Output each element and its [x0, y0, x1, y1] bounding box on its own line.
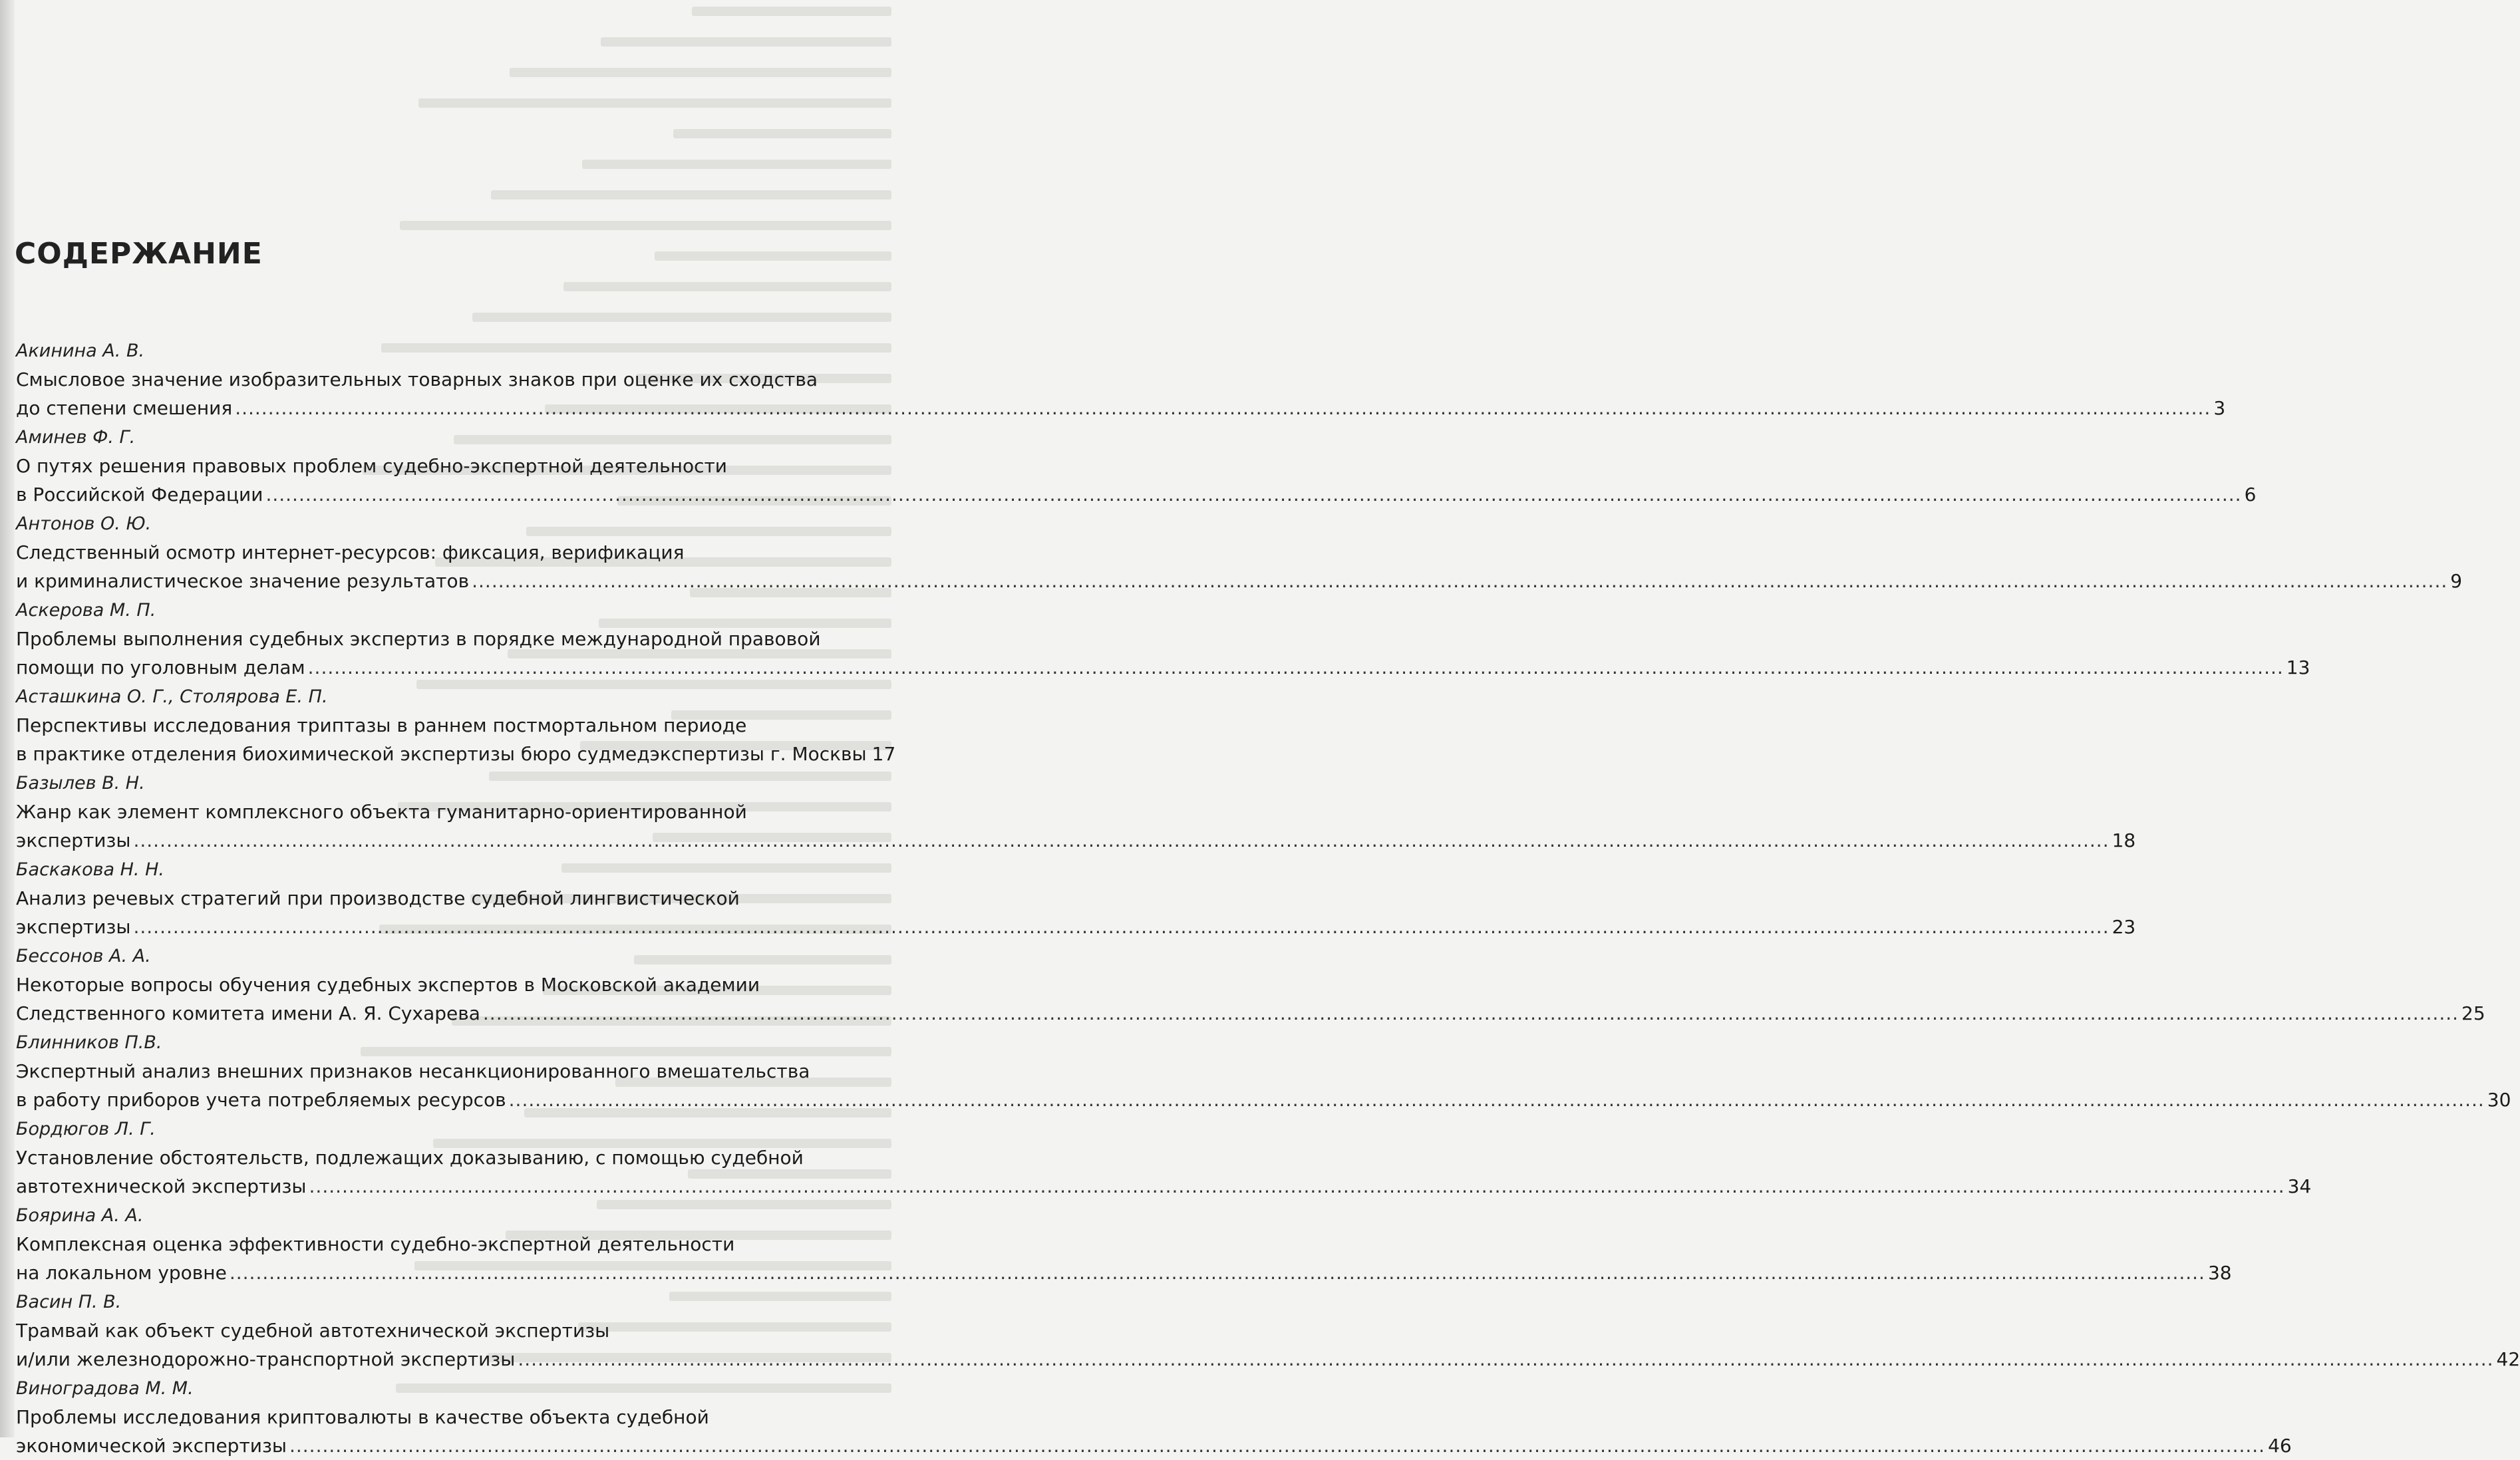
toc-entry-title-text: помощи по уголовным делам — [16, 653, 305, 682]
dot-leader: ............................................................................................................................................................................................................................................................................................................ — [309, 1172, 2285, 1201]
toc-entry-page-number: 25 — [2461, 999, 2485, 1028]
toc-entry-title-line: Жанр как элемент комплексного объекта гуманитарно-ориентированной — [16, 798, 895, 826]
toc-entry-title-text: на локальном уровне — [16, 1258, 227, 1287]
toc-entry-author: Блинников П.В. — [16, 1029, 895, 1057]
toc-entry-author: Виноградова М. М. — [16, 1375, 895, 1403]
toc-entry-page-number: 23 — [2112, 913, 2136, 941]
page-gutter-shadow — [0, 0, 15, 1437]
toc-entry-title-line — [16, 1086, 895, 1114]
toc-entry-author: Аминев Ф. Г. — [16, 424, 895, 452]
toc-entry-title-line — [16, 913, 895, 941]
bleed-through-line — [692, 7, 891, 16]
toc-entry-author: Базылев В. Н. — [16, 770, 895, 798]
toc-entry-page-number: 17 — [872, 740, 896, 768]
dot-leader: ............................................................................................................................................................................................................................................................................................................ — [308, 653, 2284, 682]
toc-entry — [16, 1115, 895, 1201]
dot-leader: ............................................................................................................................................................................................................................................................................................................ — [265, 480, 2241, 509]
toc-entry-page-number: 6 — [2245, 480, 2257, 509]
dot-leader: ............................................................................................................................................................................................................................................................................................................ — [483, 999, 2459, 1028]
toc-entry-page-number: 18 — [2112, 826, 2136, 855]
toc-entry-title-text: Следственного комитета имени А. Я. Сухарева — [16, 999, 480, 1028]
dot-leader: ............................................................................................................................................................................................................................................................................................................ — [289, 1431, 2265, 1460]
toc-entry-author: Антонов О. Ю. — [16, 510, 895, 538]
toc-entry — [16, 943, 895, 1028]
toc-entry-title-text: автотехнической экспертизы — [16, 1172, 307, 1201]
dot-leader: ............................................................................................................................................................................................................................................................................................................ — [230, 1258, 2205, 1287]
toc-entry — [16, 510, 895, 595]
toc-entry — [16, 1029, 895, 1114]
toc-entry-title-line — [16, 567, 895, 595]
table-of-contents — [16, 336, 895, 1460]
toc-entry-title-line — [16, 1345, 895, 1374]
toc-entry — [16, 1288, 895, 1374]
toc-entry-author: Васин П. В. — [16, 1288, 895, 1316]
toc-title: СОДЕРЖАНИЕ — [15, 237, 263, 271]
bleed-through-line — [472, 313, 891, 322]
toc-entry-title-line: Анализ речевых стратегий при производстве судебной лингвистической — [16, 884, 895, 913]
toc-entry — [16, 337, 895, 422]
toc-entry — [16, 424, 895, 509]
toc-entry-author: Баскакова Н. Н. — [16, 856, 895, 884]
bleed-through-line — [563, 282, 891, 291]
bleed-through-line — [582, 160, 891, 169]
toc-entry-title-text: до степени смешения — [16, 394, 232, 422]
toc-entry-title-line — [16, 1172, 895, 1201]
toc-entry — [16, 770, 895, 855]
toc-entry-title-text: и криминалистическое значение результатов — [16, 567, 469, 595]
toc-entry-title-text: экономической экспертизы — [16, 1431, 287, 1460]
dot-leader: ............................................................................................................................................................................................................................................................................................................ — [235, 394, 2211, 422]
toc-entry-title-line: Смысловое значение изобразительных товарных знаков при оценке их сходства — [16, 365, 895, 394]
toc-entry-title-text: в практике отделения биохимической экспертизы бюро судмедэкспертизы г. Москвы — [16, 740, 867, 768]
bleed-through-line — [491, 190, 891, 200]
toc-entry-title-text: экспертизы — [16, 826, 130, 855]
bleed-through-line — [655, 251, 891, 261]
toc-entry-title-line: Некоторые вопросы обучения судебных экспертов в Московской академии — [16, 970, 895, 999]
toc-entry-author: Асташкина О. Г., Столярова Е. П. — [16, 683, 895, 711]
bleed-through-line — [510, 68, 891, 77]
toc-entry-author: Акинина А. В. — [16, 337, 895, 365]
dot-leader: ............................................................................................................................................................................................................................................................................................................ — [133, 913, 2109, 941]
toc-entry-title-text: экспертизы — [16, 913, 130, 941]
toc-entry-title-line: Следственный осмотр интернет-ресурсов: фиксация, верификация — [16, 538, 895, 567]
toc-entry-title-text: и/или железнодорожно-транспортной экспертизы — [16, 1345, 515, 1374]
toc-entry — [16, 597, 895, 682]
toc-entry-author: Боярина А. А. — [16, 1202, 895, 1230]
toc-entry-title-line: Экспертный анализ внешних признаков несанкционированного вмешательства — [16, 1057, 895, 1086]
toc-entry-page-number: 9 — [2450, 567, 2462, 595]
toc-entry-author: Аскерова М. П. — [16, 597, 895, 625]
toc-entry-title-line: Трамвай как объект судебной автотехнической экспертизы — [16, 1316, 895, 1345]
toc-entry-title-line — [16, 999, 895, 1028]
toc-entry-page-number: 34 — [2288, 1172, 2312, 1201]
toc-entry-page-number: 30 — [2487, 1086, 2511, 1114]
toc-entry — [16, 1202, 895, 1287]
toc-entry-title-line — [16, 740, 895, 768]
toc-entry — [16, 856, 895, 941]
toc-entry — [16, 1375, 895, 1460]
toc-entry-title-line: Установление обстоятельств, подлежащих доказыванию, с помощью судебной — [16, 1143, 895, 1172]
toc-entry — [16, 683, 895, 768]
toc-entry-author: Бордюгов Л. Г. — [16, 1115, 895, 1143]
bleed-through-line — [601, 37, 891, 47]
bleed-through-line — [418, 98, 891, 108]
toc-entry-title-line: Перспективы исследования триптазы в раннем постмортальном периоде — [16, 711, 895, 740]
dot-leader: ............................................................................................................................................................................................................................................................................................................ — [472, 567, 2447, 595]
toc-entry-title-line — [16, 653, 895, 682]
dot-leader: ............................................................................................................................................................................................................................................................................................................ — [509, 1086, 2485, 1114]
toc-entry-title-line: Проблемы выполнения судебных экспертиз в порядке международной правовой — [16, 625, 895, 653]
toc-entry-author: Бессонов А. А. — [16, 943, 895, 970]
toc-entry-page-number: 3 — [2213, 394, 2225, 422]
toc-entry-page-number: 42 — [2497, 1345, 2520, 1374]
dot-leader: ............................................................................................................................................................................................................................................................................................................ — [518, 1345, 2493, 1374]
toc-entry-title-line — [16, 394, 895, 422]
bleed-through-line — [400, 221, 891, 230]
toc-entry-title-line: Комплексная оценка эффективности судебно-экспертной деятельности — [16, 1230, 895, 1258]
toc-entry-title-line: Проблемы исследования криптовалюты в качестве объекта судебной — [16, 1403, 895, 1431]
toc-entry-title-line — [16, 1258, 895, 1287]
bleed-through-line — [673, 129, 891, 138]
toc-entry-title-text: в работу приборов учета потребляемых ресурсов — [16, 1086, 506, 1114]
toc-entry-title-line — [16, 826, 895, 855]
document-page — [0, 0, 948, 1437]
toc-entry-title-line — [16, 1431, 895, 1460]
toc-entry-page-number: 13 — [2286, 653, 2310, 682]
toc-entry-title-text: в Российской Федерации — [16, 480, 263, 509]
toc-entry-title-line — [16, 480, 895, 509]
toc-entry-page-number: 46 — [2268, 1431, 2292, 1460]
toc-entry-title-line: О путях решения правовых проблем судебно-экспертной деятельности — [16, 452, 895, 480]
toc-entry-page-number: 38 — [2208, 1258, 2232, 1287]
dot-leader: ............................................................................................................................................................................................................................................................................................................ — [133, 826, 2109, 855]
